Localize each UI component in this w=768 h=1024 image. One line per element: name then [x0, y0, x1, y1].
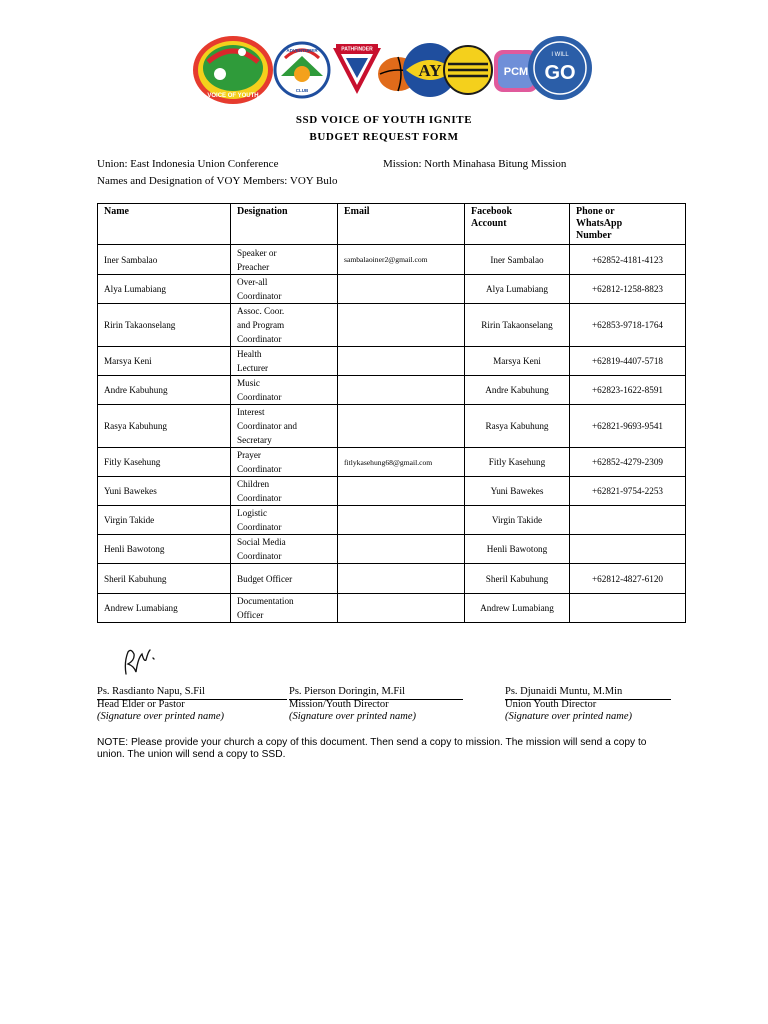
member-designation: [231, 506, 338, 535]
member-email: [338, 405, 465, 448]
handwritten-signature: [118, 644, 160, 680]
member-email: [338, 275, 465, 304]
member-phone: +62821-9693-9541: [570, 405, 686, 448]
member-name: Rasya Kabuhung: [98, 405, 231, 448]
member-name: Andre Kabuhung: [98, 376, 231, 405]
table-row: [98, 304, 686, 347]
form-note: NOTE: Please provide your church a copy of this document. Then send a copy to mission. The mission will send a copy to union. The union will send a copy to SSD.: [97, 737, 647, 760]
mission-info: Mission: North Minahasa Bitung Mission: [383, 158, 567, 170]
member-phone: +62852-4181-4123: [570, 245, 686, 275]
header-email: Email: [338, 204, 465, 245]
member-name: Sheril Kabuhung: [98, 564, 231, 594]
signatory-hint: (Signature over printed name): [289, 711, 417, 722]
form-subtitle: BUDGET REQUEST FORM: [309, 131, 459, 143]
designation-line: Coordinator: [237, 392, 282, 402]
table-row: [98, 594, 686, 623]
designation-line: and Program: [237, 320, 285, 330]
member-designation: [231, 245, 338, 275]
designation-line: Preacher: [237, 261, 270, 272]
member-facebook: Iner Sambalao: [465, 245, 570, 275]
signatory-role: Head Elder or Pastor: [97, 699, 185, 710]
table-row: [98, 245, 686, 275]
signatory-role: Mission/Youth Director: [289, 699, 389, 710]
signatory-hint: (Signature over printed name): [505, 711, 633, 722]
signatory-name: Ps. Djunaidi Muntu, M.Min: [505, 686, 623, 697]
member-facebook: Henli Bawotong: [465, 535, 570, 564]
member-name: Yuni Bawekes: [98, 477, 231, 506]
member-email: [338, 347, 465, 376]
logo-strip: [190, 30, 600, 108]
designation-line: Prayer: [237, 450, 261, 460]
member-phone: +62819-4407-5718: [570, 347, 686, 376]
table-row: [98, 405, 686, 448]
member-designation: [231, 376, 338, 405]
member-name: Henli Bawotong: [98, 535, 231, 564]
member-phone: +62853-9718-1764: [570, 304, 686, 347]
designation-line: Over-all: [237, 277, 268, 287]
member-facebook: Andre Kabuhung: [465, 376, 570, 405]
members-info: Names and Designation of VOY Members: VOY Bulo: [97, 175, 338, 187]
signatory-name: Ps. Rasdianto Napu, S.Fil: [97, 686, 205, 697]
designation-line: Documentation: [237, 596, 294, 606]
designation-line: Social Media: [237, 537, 286, 547]
signatory-hint: (Signature over printed name): [97, 711, 225, 722]
designation-line: Officer: [237, 610, 264, 620]
designation-line: Interest: [237, 407, 265, 417]
member-facebook: Yuni Bawekes: [465, 477, 570, 506]
designation-line: Budget Officer: [237, 573, 293, 584]
header-facebook: [465, 204, 570, 245]
table-row: [98, 564, 686, 594]
voy-logo-text: VOICE OF YOUTH: [207, 93, 259, 99]
member-facebook: Fitly Kasehung: [465, 448, 570, 477]
member-name: Fitly Kasehung: [98, 448, 231, 477]
designation-line: Logistic: [237, 508, 268, 518]
member-facebook: Andrew Lumabiang: [465, 594, 570, 623]
designation-line: Coordinator: [237, 334, 282, 344]
designation-line: Health: [237, 349, 262, 359]
member-facebook: Rasya Kabuhung: [465, 405, 570, 448]
member-phone: +62812-4827-6120: [570, 564, 686, 594]
member-phone: [570, 594, 686, 623]
signature-block-1: [97, 686, 224, 723]
designation-line: Coordinator: [237, 493, 282, 503]
member-name: Andrew Lumabiang: [98, 594, 231, 623]
pathfinder-logo-text: PATHFINDER: [341, 46, 373, 53]
table-row: [98, 506, 686, 535]
member-name: Virgin Takide: [98, 506, 231, 535]
header-facebook-line: Facebook: [471, 206, 513, 217]
signature-block-3: [505, 686, 632, 723]
pcm-logo-text: PCM: [503, 66, 529, 78]
member-facebook: Marsya Keni: [465, 347, 570, 376]
member-facebook: Sheril Kabuhung: [465, 564, 570, 594]
designation-line: Music: [237, 378, 260, 388]
designation-line: Lecturer: [237, 363, 269, 373]
designation-line: Children: [237, 479, 270, 489]
member-designation: [231, 535, 338, 564]
designation-line: Coordinator: [237, 522, 282, 532]
member-facebook: Virgin Takide: [465, 506, 570, 535]
table-row: [98, 535, 686, 564]
member-email: [338, 376, 465, 405]
table-row: [98, 275, 686, 304]
header-name: Name: [98, 204, 231, 245]
header-phone: [570, 204, 686, 245]
member-email: [338, 304, 465, 347]
table-row: [98, 347, 686, 376]
i-will-logo-text: I WILL: [551, 52, 569, 58]
arrows-logo: [444, 46, 492, 94]
header-facebook-line: Account: [471, 218, 507, 229]
table-row: [98, 448, 686, 477]
signature-block-2: [289, 686, 416, 723]
member-email: fitlykasehung68@gmail.com: [338, 448, 465, 477]
adventurer-logo-text: ADVENTURER: [286, 48, 318, 53]
member-designation: [231, 275, 338, 304]
member-name: Alya Lumabiang: [98, 275, 231, 304]
table-row: [98, 376, 686, 405]
i-will-go-logo: [528, 36, 592, 100]
designation-line: Coordinator: [237, 551, 282, 561]
table-body: [98, 245, 686, 623]
designation-line: Coordinator and: [237, 421, 297, 431]
pathfinder-logo: [333, 44, 381, 94]
member-phone: +62821-9754-2253: [570, 477, 686, 506]
member-phone: +62823-1622-8591: [570, 376, 686, 405]
member-email: [338, 506, 465, 535]
member-designation: [231, 347, 338, 376]
member-designation: [231, 564, 338, 594]
designation-line: Coordinator: [237, 464, 282, 474]
member-designation: [231, 594, 338, 623]
members-table: [97, 203, 686, 623]
adventurer-club-logo-text: CLUB: [295, 88, 309, 93]
member-designation: [231, 304, 338, 347]
union-info: Union: East Indonesia Union Conference: [97, 158, 279, 170]
member-designation: [231, 448, 338, 477]
member-name: Iner Sambalao: [98, 245, 231, 275]
member-name: Ririn Takaonselang: [98, 304, 231, 347]
designation-line: Speaker or: [237, 247, 277, 258]
header-phone-line: WhatsApp: [576, 218, 623, 229]
designation-line: Coordinator: [237, 291, 282, 301]
member-email: [338, 535, 465, 564]
member-phone: +62812-1258-8823: [570, 275, 686, 304]
member-designation: [231, 405, 338, 448]
header-logos: [190, 30, 600, 108]
signatory-role: Union Youth Director: [505, 699, 597, 710]
designation-line: Secretary: [237, 435, 272, 445]
member-phone: +62852-4279-2309: [570, 448, 686, 477]
voice-of-youth-logo: [193, 36, 273, 104]
ay-logo-text: AY: [418, 61, 442, 80]
header-phone-line: Number: [576, 230, 612, 241]
member-email: [338, 477, 465, 506]
member-facebook: Alya Lumabiang: [465, 275, 570, 304]
header-phone-line: Phone or: [576, 206, 615, 217]
member-email: sambalaoiner2@gmail.com: [338, 245, 465, 275]
member-facebook: Ririn Takaonselang: [465, 304, 570, 347]
go-logo-text: GO: [544, 62, 576, 84]
form-title: SSD VOICE OF YOUTH IGNITE: [295, 114, 473, 126]
table-header-row: [98, 204, 686, 245]
member-email: [338, 564, 465, 594]
header-designation: Designation: [231, 204, 338, 245]
member-email: [338, 594, 465, 623]
member-phone: [570, 506, 686, 535]
adventurer-club-logo: [275, 43, 329, 97]
member-phone: [570, 535, 686, 564]
table-row: [98, 477, 686, 506]
member-name: Marsya Keni: [98, 347, 231, 376]
signatory-name: Ps. Pierson Doringin, M.Fil: [289, 686, 406, 697]
designation-line: Assoc. Coor.: [237, 306, 285, 316]
member-designation: [231, 477, 338, 506]
